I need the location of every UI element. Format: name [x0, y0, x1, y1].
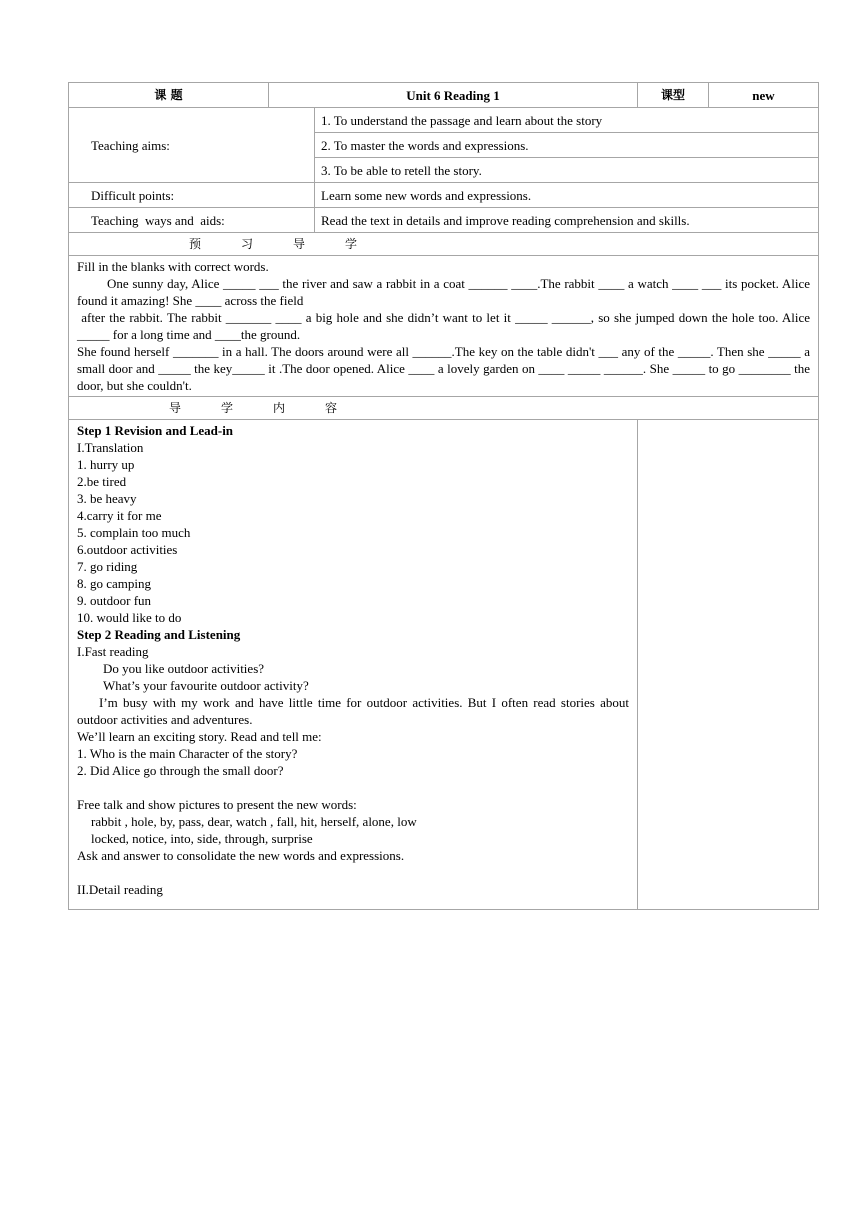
teaching-ways-label: Teaching ways and aids: — [69, 208, 315, 233]
topic-value: Unit 6 Reading 1 — [269, 83, 638, 108]
difficult-points-row — [69, 183, 819, 208]
fast-reading-title: I.Fast reading — [77, 644, 149, 659]
preview-section-title: 预 习 导 学 — [69, 233, 819, 256]
preview-content — [69, 256, 819, 397]
preview-paragraph: One sunny day, Alice _____ ___ the river and saw a rabbit in a coat ______ ____.The rabbit ____ a watch ____ ___ its pocket. Alice found it amazing! She ____ across the field — [77, 276, 810, 308]
blank-line — [77, 779, 629, 796]
translation-item: 9. outdoor fun — [77, 593, 152, 608]
translation-item: 7. go riding — [77, 559, 138, 574]
preview-paragraph: She found herself _______ in a hall. The doors around were all ______.The key on the table didn't ___ any of the _____. Then she _____ a small door and _____ the key_____ it .The door opened. Alice ____ a lovely garden on ____ _____ ______. She _____ to go ________ the door, but she couldn't. — [77, 344, 810, 393]
question-favourite: What’s your favourite outdoor activity? — [103, 678, 309, 693]
translation-title: I.Translation — [77, 440, 144, 455]
teaching-aim-item: 1. To understand the passage and learn about the story — [315, 108, 819, 133]
new-words-line: locked, notice, into, side, through, surprise — [91, 831, 313, 846]
reading-question: 2. Did Alice go through the small door? — [77, 763, 284, 778]
difficult-points-value: Learn some new words and expressions. — [315, 183, 819, 208]
preview-content-row — [69, 256, 819, 397]
preview-instruction: Fill in the blanks with correct words. — [77, 259, 269, 274]
new-words-line: rabbit , hole, by, pass, dear, watch , fall, hit, herself, alone, low — [91, 814, 417, 829]
guide-section-title: 导 学 内 容 — [69, 397, 819, 420]
question-activities: Do you like outdoor activities? — [103, 661, 265, 676]
step2-title: Step 2 Reading and Listening — [77, 627, 241, 642]
busy-text: I’m busy with my work and have little time for outdoor activities. But I often read stories about outdoor activities and adventures. — [77, 695, 629, 727]
translation-item: 10. would like to do — [77, 610, 182, 625]
detail-reading-title: II.Detail reading — [77, 882, 163, 897]
translation-item: 4.carry it for me — [77, 508, 162, 523]
free-talk-text: Free talk and show pictures to present the new words: — [77, 797, 357, 812]
teaching-ways-value: Read the text in details and improve reading comprehension and skills. — [315, 208, 819, 233]
translation-item: 6.outdoor activities — [77, 542, 178, 557]
step1-title: Step 1 Revision and Lead-in — [77, 423, 234, 438]
translation-item: 3. be heavy — [77, 491, 137, 506]
teaching-aims-label: Teaching aims: — [69, 108, 315, 183]
guide-content — [69, 420, 638, 910]
translation-item: 8. go camping — [77, 576, 152, 591]
lesson-plan-table — [68, 82, 819, 910]
topic-label: 课 题 — [69, 83, 269, 108]
learn-story-text: We’ll learn an exciting story. Read and tell me: — [77, 729, 322, 744]
translation-item: 5. complain too much — [77, 525, 191, 540]
notes-column — [638, 420, 819, 910]
teaching-ways-row — [69, 208, 819, 233]
teaching-aim-item: 2. To master the words and expressions. — [315, 133, 819, 158]
ask-answer-text: Ask and answer to consolidate the new words and expressions. — [77, 848, 405, 863]
preview-section-header-row — [69, 233, 819, 256]
difficult-points-label: Difficult points: — [69, 183, 315, 208]
header-row — [69, 83, 819, 108]
teaching-aims-row-1 — [69, 108, 819, 133]
teaching-aim-item: 3. To be able to retell the story. — [315, 158, 819, 183]
preview-paragraph: after the rabbit. The rabbit _______ ____ a big hole and she didn’t want to let it _____ ______, so she jumped down the hole too. Alice _____ for a long time and ____the ground. — [77, 310, 814, 342]
type-label: 课型 — [638, 83, 709, 108]
reading-question: 1. Who is the main Character of the story? — [77, 746, 298, 761]
guide-content-row — [69, 420, 819, 910]
guide-section-header-row — [69, 397, 819, 420]
translation-item: 2.be tired — [77, 474, 127, 489]
translation-item: 1. hurry up — [77, 457, 135, 472]
blank-line — [77, 864, 629, 881]
type-value: new — [709, 83, 819, 108]
